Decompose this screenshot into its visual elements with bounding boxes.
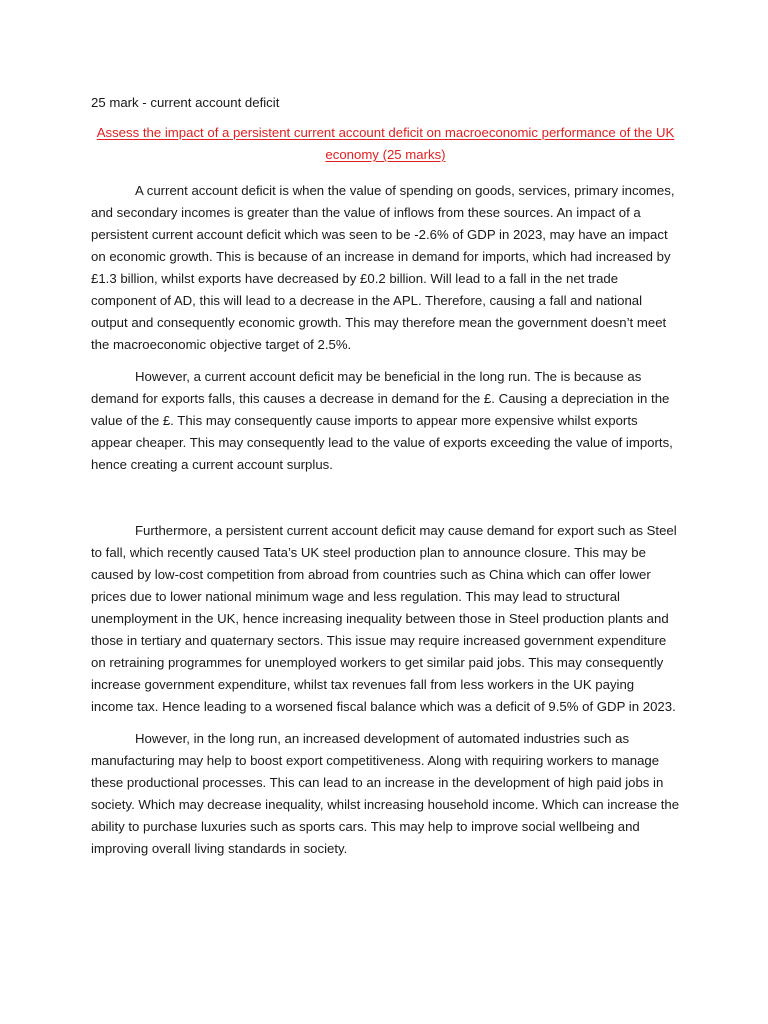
paragraph-introduction: A current account deficit is when the value of spending on goods, services, primary incomes, and secondary incomes is greater than the value of inflows from these sources. An impact of a persistent current account deficit which was seen to be -2.6% of GDP in 2023, may have an impact on economic growth. This is because of an increase in demand for imports, which had increased by £1.3 billion, whilst exports have decreased by £0.2 billion. Will lead to a fall in the net trade component of AD, this will lead to a decrease in the APL. Therefore, causing a fall and national output and consequently economic growth. This may therefore mean the government doesn’t meet the macroeconomic objective target of 2.5%. xyxy=(91,183,675,352)
document-title: Assess the impact of a persistent current account deficit on macroeconomic performance of the UK economy (25 marks) xyxy=(96,125,675,162)
paragraph-evaluation-1: However, a current account deficit may be beneficial in the long run. The is because as demand for exports falls, this causes a decrease in demand for the £. Causing a depreciation in the value of the £. This may consequently cause imports to appear more expensive whilst exports appear cheaper. This may consequently lead to the value of exports exceeding the value of imports, hence creating a current account surplus. xyxy=(91,369,673,472)
document-label: 25 mark - current account deficit xyxy=(91,95,280,110)
paragraph-steel-impact: Furthermore, a persistent current account deficit may cause demand for export such as Steel to fall, which recently caused Tata’s UK steel production plan to announce closure. This may be caused by low-cost competition from abroad from countries such as China which can offer lower prices due to lower national minimum wage and less regulation. This may lead to structural unemployment in the UK, hence increasing inequality between those in Steel production plants and those in tertiary and quaternary sectors. This issue may require increased government expenditure on retraining programmes for unemployed workers to get similar paid jobs. This may consequently increase government expenditure, whilst tax revenues fall from less workers in the UK paying income tax. Hence leading to a worsened fiscal balance which was a deficit of 9.5% of GDP in 2023. xyxy=(91,523,677,714)
paragraph-evaluation-2: However, in the long run, an increased development of automated industries such as manufacturing may help to boost export competitiveness. Along with requiring workers to manage these productional processes. This can lead to an increase in the development of high paid jobs in society. Which may decrease inequality, whilst increasing household income. Which can increase the ability to purchase luxuries such as sports cars. This may help to improve social wellbeing and improving overall living standards in society. xyxy=(91,731,680,856)
